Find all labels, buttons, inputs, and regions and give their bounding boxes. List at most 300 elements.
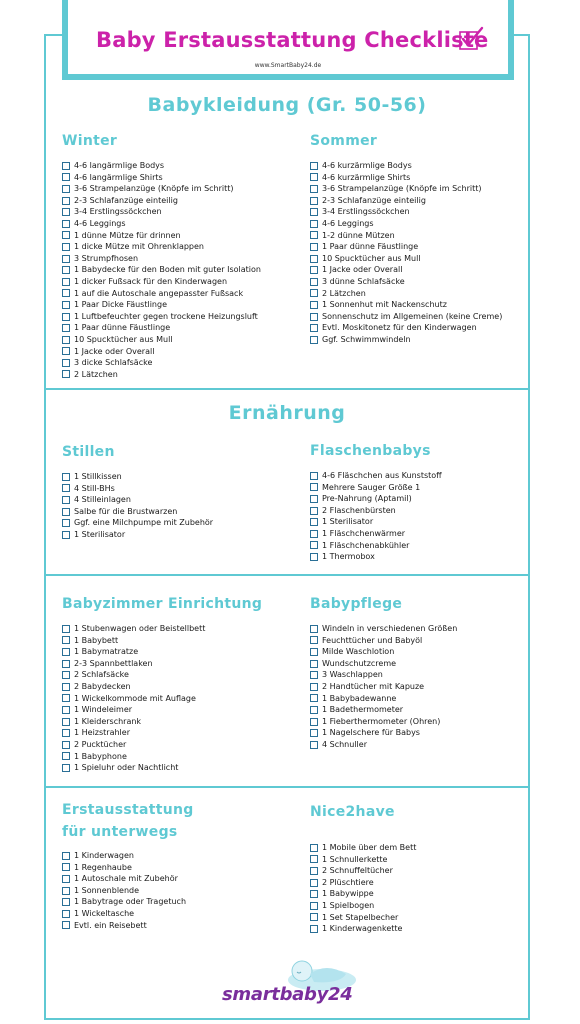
checklist-item bbox=[310, 230, 502, 242]
checkbox[interactable] bbox=[310, 741, 318, 749]
checklist-item bbox=[62, 334, 261, 346]
checkbox[interactable] bbox=[310, 729, 318, 737]
checkbox[interactable] bbox=[310, 867, 318, 875]
column-flaschenbabys bbox=[310, 441, 442, 563]
checkbox[interactable] bbox=[310, 530, 318, 538]
checklist-item-label: 2 Babydecken bbox=[74, 681, 131, 691]
checklist-item bbox=[62, 727, 262, 739]
checkbox[interactable] bbox=[62, 496, 70, 504]
checklist-item-label: 4 Still-BHs bbox=[74, 483, 115, 493]
checklist-item-label: 1 Set Stapelbecher bbox=[322, 912, 399, 922]
checkbox[interactable] bbox=[310, 472, 318, 480]
checkbox[interactable] bbox=[310, 243, 318, 251]
checklist-item bbox=[310, 693, 457, 705]
checklist-item-label: 1 Heizstrahler bbox=[74, 728, 130, 738]
checkbox[interactable] bbox=[310, 648, 318, 656]
checklist-item-label: 1 Spielbogen bbox=[322, 900, 375, 910]
checklist-item bbox=[62, 635, 262, 647]
checklist-item-label: Feuchttücher und Babyöl bbox=[322, 635, 423, 645]
checklist-item-label: 2 Handtücher mit Kapuze bbox=[322, 681, 425, 691]
checkbox[interactable] bbox=[62, 359, 70, 367]
checklist-item bbox=[62, 483, 213, 495]
checklist-item bbox=[310, 842, 416, 854]
checklist-item bbox=[310, 288, 502, 300]
checklist-item-label: 1 Kinderwagenkette bbox=[322, 924, 403, 934]
checklist-item-label: 1 Fläschchenabkühler bbox=[322, 540, 410, 550]
checklist-item bbox=[62, 369, 261, 381]
checkbox[interactable] bbox=[62, 887, 70, 895]
smartbaby24-logo bbox=[222, 958, 364, 1010]
checkbox[interactable] bbox=[62, 921, 70, 929]
checklist-item-label: 2 Lätzchen bbox=[322, 288, 366, 298]
checklist-item bbox=[310, 669, 457, 681]
checklist-item bbox=[62, 693, 262, 705]
column-sommer bbox=[310, 131, 502, 346]
checklist-item-label: 3 dicke Schlafsäcke bbox=[74, 358, 153, 368]
checkbox[interactable] bbox=[310, 255, 318, 263]
checklist-item-label: 3 dünne Schlafsäcke bbox=[322, 276, 405, 286]
checkbox[interactable] bbox=[62, 706, 70, 714]
checklist-item-label: Salbe für die Brustwarzen bbox=[74, 506, 178, 516]
checklist-item bbox=[310, 195, 502, 207]
checkbox[interactable] bbox=[62, 683, 70, 691]
checkbox[interactable] bbox=[62, 185, 70, 193]
checklist-item-label: 2 Flaschenbürsten bbox=[322, 505, 396, 515]
checklist-item-label: 1 Sonnenblende bbox=[74, 885, 140, 895]
checklist-item-label: 3-6 Strampelanzüge (Knöpfe im Schritt) bbox=[74, 184, 234, 194]
checkbox[interactable] bbox=[310, 289, 318, 297]
checkbox[interactable] bbox=[310, 162, 318, 170]
checklist-item bbox=[310, 635, 457, 647]
checklist-item bbox=[310, 900, 416, 912]
heading-nice2have: Nice2have bbox=[310, 804, 395, 820]
checklist-item bbox=[310, 739, 457, 751]
checklist-item-label: 1 Regenhaube bbox=[74, 862, 132, 872]
checkbox[interactable] bbox=[62, 173, 70, 181]
checklist-item bbox=[310, 241, 502, 253]
checkbox[interactable] bbox=[62, 231, 70, 239]
checklist-item bbox=[310, 172, 502, 184]
checkbox[interactable] bbox=[62, 729, 70, 737]
checklist-item bbox=[62, 183, 261, 195]
checklist-item bbox=[62, 241, 261, 253]
checkbox[interactable] bbox=[62, 208, 70, 216]
checklist-item-label: Milde Waschlotion bbox=[322, 647, 395, 657]
checklist-item bbox=[310, 888, 416, 900]
checklist-item-label: 4 Stilleinlagen bbox=[74, 495, 131, 505]
checklist-item bbox=[310, 865, 416, 877]
checklist-item bbox=[62, 195, 261, 207]
checkbox[interactable] bbox=[62, 741, 70, 749]
checklist-item bbox=[310, 160, 502, 172]
checkbox[interactable] bbox=[62, 220, 70, 228]
checklist-item-label: 1 Mobile über dem Bett bbox=[322, 843, 417, 852]
checklist-item bbox=[62, 681, 262, 693]
checkbox[interactable] bbox=[62, 324, 70, 332]
checklist-item bbox=[62, 896, 194, 908]
checklist-item bbox=[62, 253, 261, 265]
checkbox[interactable] bbox=[310, 495, 318, 503]
checkbox[interactable] bbox=[62, 162, 70, 170]
checklist-babypflege bbox=[310, 623, 457, 751]
checkbox[interactable] bbox=[62, 863, 70, 871]
checkbox[interactable] bbox=[62, 266, 70, 274]
checkbox[interactable] bbox=[62, 313, 70, 321]
checklist-item bbox=[62, 862, 194, 874]
checkbox[interactable] bbox=[310, 855, 318, 863]
title-box bbox=[62, 0, 514, 80]
checkbox[interactable] bbox=[310, 541, 318, 549]
checkbox[interactable] bbox=[310, 913, 318, 921]
checkbox[interactable] bbox=[310, 313, 318, 321]
checkbox[interactable] bbox=[62, 289, 70, 297]
checklist-item bbox=[62, 322, 261, 334]
checklist-item-label: Wundschutzcreme bbox=[322, 658, 397, 668]
checklist-item-label: 2 Pucktücher bbox=[74, 739, 127, 749]
checkbox[interactable] bbox=[310, 197, 318, 205]
checklist-item-label: 10 Spucktücher aus Mull bbox=[74, 334, 173, 344]
checkbox[interactable] bbox=[310, 173, 318, 181]
checklist-item-label: Pre-Nahrung (Aptamil) bbox=[322, 494, 412, 504]
section-title-ernaehrung: Ernährung bbox=[228, 402, 346, 424]
checkbox[interactable] bbox=[62, 508, 70, 516]
checklist-item-label: 3-4 Erstlingssöckchen bbox=[322, 207, 410, 217]
checklist-item bbox=[310, 516, 442, 528]
checklist-item bbox=[310, 646, 457, 658]
section-divider bbox=[44, 388, 530, 390]
checklist-item-label: 1 Kleiderschrank bbox=[74, 716, 142, 726]
checkbox[interactable] bbox=[62, 484, 70, 492]
checklist-item bbox=[310, 540, 442, 552]
checklist-item bbox=[62, 908, 194, 920]
checklist-item-label: 4 Schnuller bbox=[322, 739, 367, 749]
checkbox[interactable] bbox=[310, 890, 318, 898]
checklist-item bbox=[310, 704, 457, 716]
checklist-item-label: 4-6 kurzärmlige Shirts bbox=[322, 172, 411, 182]
checkbox[interactable] bbox=[310, 718, 318, 726]
checklist-item-label: 1 Wickeltasche bbox=[74, 908, 135, 918]
checklist-item-label: Evtl. ein Reisebett bbox=[74, 920, 147, 930]
checkbox[interactable] bbox=[62, 898, 70, 906]
checklist-item bbox=[62, 172, 261, 184]
checklist-item bbox=[310, 505, 442, 517]
checklist-item-label: 2 Plüschtiere bbox=[322, 877, 374, 887]
checkbox[interactable] bbox=[62, 531, 70, 539]
checklist-item-label: 1 Luftbefeuchter gegen trockene Heizungsluft bbox=[74, 311, 258, 321]
checklist-item bbox=[310, 183, 502, 195]
checklist-item-label: 1 dicker Fußsack für den Kinderwagen bbox=[74, 276, 228, 286]
checkbox[interactable] bbox=[62, 852, 70, 860]
checklist-item bbox=[62, 920, 194, 932]
column-unterwegs bbox=[62, 800, 194, 931]
checklist-item-label: 1 auf die Autoschale angepasster Fußsack bbox=[74, 288, 244, 298]
checklist-item bbox=[310, 877, 416, 889]
checklist-item-label: 1 Babytrage oder Tragetuch bbox=[74, 897, 187, 907]
checklist-item-label: 4-6 langärmlige Shirts bbox=[74, 172, 163, 182]
checklist-item bbox=[62, 716, 262, 728]
checkbox[interactable] bbox=[310, 683, 318, 691]
section-divider bbox=[44, 574, 530, 576]
checklist-item-label: 1 Paar dünne Fäustlinge bbox=[74, 323, 171, 333]
checklist-item-label: 1 Jacke oder Overall bbox=[322, 265, 403, 275]
checklist-item-label: Evtl. Moskitonetz für den Kinderwagen bbox=[322, 323, 477, 333]
checkbox[interactable] bbox=[62, 336, 70, 344]
checklist-item-label: 1 dicke Mütze mit Ohrenklappen bbox=[74, 242, 204, 252]
column-babyzimmer bbox=[62, 594, 262, 774]
column-stillen bbox=[62, 442, 213, 541]
checklist-item-label: 1 Paar dünne Fäustlinge bbox=[322, 242, 419, 252]
checkbox[interactable] bbox=[310, 507, 318, 515]
checklist-item bbox=[62, 704, 262, 716]
checklist-item-label: 1 Autoschale mit Zubehör bbox=[74, 874, 178, 884]
checklist-item bbox=[62, 762, 262, 774]
checklist-nice2have bbox=[310, 842, 416, 935]
checklist-item bbox=[310, 334, 502, 346]
checkbox[interactable] bbox=[62, 648, 70, 656]
section-title-kleidung: Babykleidung (Gr. 50-56) bbox=[147, 94, 427, 116]
checklist-item bbox=[310, 912, 416, 924]
checklist-item bbox=[62, 357, 261, 369]
checkbox[interactable] bbox=[62, 718, 70, 726]
checkbox[interactable] bbox=[310, 220, 318, 228]
checklist-item bbox=[310, 923, 416, 935]
checklist-item-label: 2-3 Schlafanzüge einteilig bbox=[322, 195, 426, 205]
checkbox[interactable] bbox=[310, 336, 318, 344]
checkbox[interactable] bbox=[310, 266, 318, 274]
heading-stillen: Stillen bbox=[62, 444, 115, 460]
checklist-item-label: 1 Babybett bbox=[74, 635, 119, 645]
checklist-item-label: 4-6 kurzärmlige Bodys bbox=[322, 161, 412, 170]
heading-sommer: Sommer bbox=[310, 133, 378, 149]
checklist-item bbox=[310, 276, 502, 288]
checklist-item-label: Sonnenschutz im Allgemeinen (keine Creme) bbox=[322, 311, 503, 321]
checklist-item bbox=[62, 739, 262, 751]
checklist-item-label: 1-2 dünne Mützen bbox=[322, 230, 395, 240]
checklist-item bbox=[62, 623, 262, 635]
checklist-item bbox=[310, 253, 502, 265]
checklist-item-label: 1 Paar Dicke Fäustlinge bbox=[74, 300, 167, 310]
checkbox[interactable] bbox=[310, 278, 318, 286]
checkbox[interactable] bbox=[310, 844, 318, 852]
checklist-item-label: 2-3 Schlafanzüge einteilig bbox=[74, 195, 178, 205]
heading-babypflege: Babypflege bbox=[310, 596, 403, 612]
column-winter bbox=[62, 131, 261, 380]
checklist-item bbox=[310, 623, 457, 635]
checklist-item bbox=[310, 681, 457, 693]
checklist-item-label: 1 Babybadewanne bbox=[322, 693, 397, 703]
checklist-item-label: 2 Schnuffeltücher bbox=[322, 866, 393, 876]
heading-babyzimmer: Babyzimmer Einrichtung bbox=[62, 596, 263, 612]
checkbox[interactable] bbox=[62, 255, 70, 263]
checklist-item bbox=[62, 264, 261, 276]
checklist-item bbox=[310, 264, 502, 276]
checklist-item bbox=[62, 885, 194, 897]
checklist-item-label: 1 Stubenwagen oder Beistellbett bbox=[74, 624, 206, 633]
checklist-item bbox=[62, 506, 213, 518]
logo-text: smartbaby24 bbox=[222, 984, 353, 1005]
checklist-item-label: 1 Babydecke für den Boden mit guter Isolation bbox=[74, 265, 261, 275]
checklist-item-label: 4-6 Leggings bbox=[322, 218, 374, 228]
checklist-item-label: 1 Fieberthermometer (Ohren) bbox=[322, 716, 441, 726]
checklist-item-label: 1 Stillkissen bbox=[74, 472, 122, 481]
checkbox[interactable] bbox=[62, 473, 70, 481]
checklist-item-label: Ggf. eine Milchpumpe mit Zubehör bbox=[74, 518, 214, 528]
checklist-item bbox=[310, 493, 442, 505]
checklist-item-label: 3-4 Erstlingssöckchen bbox=[74, 207, 162, 217]
checkbox[interactable] bbox=[310, 208, 318, 216]
checklist-item bbox=[310, 551, 442, 563]
checkbox[interactable] bbox=[310, 185, 318, 193]
checklist-item-label: 10 Spucktücher aus Mull bbox=[322, 253, 421, 263]
checkbox[interactable] bbox=[62, 519, 70, 527]
checklist-item-label: 4-6 langärmlige Bodys bbox=[74, 161, 165, 170]
checklist-item-label: 1 Sterilisator bbox=[74, 529, 126, 539]
checkbox[interactable] bbox=[62, 197, 70, 205]
column-babypflege bbox=[310, 594, 457, 751]
checklist-item bbox=[310, 727, 457, 739]
checklist-item bbox=[62, 311, 261, 323]
checklist-item-label: 1 Badethermometer bbox=[322, 705, 404, 715]
checklist-item-label: 1 Thermobox bbox=[322, 552, 375, 562]
checklist-item bbox=[62, 299, 261, 311]
checklist-item-label: 1 Sterilisator bbox=[322, 517, 374, 527]
checkbox[interactable] bbox=[310, 483, 318, 491]
checklist-item bbox=[310, 322, 502, 334]
checkbox[interactable] bbox=[310, 625, 318, 633]
checklist-flaschenbabys bbox=[310, 470, 442, 563]
checkbox[interactable] bbox=[62, 301, 70, 309]
checklist-item bbox=[62, 494, 213, 506]
checklist-item-label: 1 Fläschchenwärmer bbox=[322, 528, 406, 538]
checklist-item bbox=[310, 470, 442, 482]
heading-unterwegs-line1: Erstausstattung bbox=[62, 802, 194, 818]
checklist-item bbox=[310, 854, 416, 866]
checklist-item-label: 1 dünne Mütze für drinnen bbox=[74, 230, 181, 240]
checklist-item bbox=[310, 218, 502, 230]
checklist-item-label: 1 Babyphone bbox=[74, 751, 127, 761]
checkbox[interactable] bbox=[62, 370, 70, 378]
checkbox[interactable] bbox=[310, 706, 318, 714]
checkbox[interactable] bbox=[310, 553, 318, 561]
heading-flaschenbabys: Flaschenbabys bbox=[310, 443, 431, 459]
checklist-item-label: 2 Lätzchen bbox=[74, 369, 118, 379]
checklist-item bbox=[62, 646, 262, 658]
checklist-item bbox=[62, 529, 213, 541]
checklist-item-label: Ggf. Schwimmwindeln bbox=[322, 334, 411, 344]
checkbox[interactable] bbox=[310, 518, 318, 526]
checkbox[interactable] bbox=[62, 278, 70, 286]
checkbox[interactable] bbox=[62, 752, 70, 760]
checklist-item bbox=[310, 482, 442, 494]
checklist-sommer bbox=[310, 160, 502, 346]
checklist-item bbox=[62, 850, 194, 862]
checklist-item bbox=[62, 160, 261, 172]
checklist-item-label: 2 Schlafsäcke bbox=[74, 670, 129, 680]
checklist-item-label: Windeln in verschiedenen Größen bbox=[322, 624, 458, 633]
checklist-item bbox=[62, 751, 262, 763]
checkbox[interactable] bbox=[62, 764, 70, 772]
checkbox[interactable] bbox=[310, 879, 318, 887]
checklist-item bbox=[62, 471, 213, 483]
checkbox[interactable] bbox=[62, 660, 70, 668]
checklist-item bbox=[62, 669, 262, 681]
checkbox[interactable] bbox=[310, 902, 318, 910]
checklist-item-label: 3 Waschlappen bbox=[322, 670, 383, 680]
checklist-item-label: 1 Wickelkommode mit Auflage bbox=[74, 693, 196, 703]
checkbox[interactable] bbox=[310, 694, 318, 702]
checklist-item bbox=[62, 206, 261, 218]
checkbox[interactable] bbox=[62, 625, 70, 633]
checkbox[interactable] bbox=[310, 301, 318, 309]
checklist-winter bbox=[62, 160, 261, 380]
checkbox[interactable] bbox=[62, 694, 70, 702]
checklist-item bbox=[310, 206, 502, 218]
checklist-item-label: 4-6 Fläschchen aus Kunststoff bbox=[322, 471, 442, 480]
checklist-stillen bbox=[62, 471, 213, 541]
checkbox[interactable] bbox=[310, 660, 318, 668]
checklist-item-label: 1 Babymatratze bbox=[74, 647, 139, 657]
checkbox[interactable] bbox=[310, 231, 318, 239]
checklist-item bbox=[310, 311, 502, 323]
checklist-item bbox=[62, 218, 261, 230]
checkbox[interactable] bbox=[310, 636, 318, 644]
checkbox-check-icon bbox=[458, 26, 484, 52]
checklist-item bbox=[62, 346, 261, 358]
checkbox[interactable] bbox=[310, 324, 318, 332]
checklist-item-label: 3-6 Strampelanzüge (Knöpfe im Schritt) bbox=[322, 184, 482, 194]
checklist-unterwegs bbox=[62, 850, 194, 931]
checkbox[interactable] bbox=[62, 671, 70, 679]
checklist-item-label: 1 Schnullerkette bbox=[322, 854, 388, 864]
checklist-item bbox=[62, 517, 213, 529]
checklist-item-label: 1 Jacke oder Overall bbox=[74, 346, 155, 356]
checklist-babyzimmer bbox=[62, 623, 262, 774]
checkbox[interactable] bbox=[62, 347, 70, 355]
website-url: www.SmartBaby24.de bbox=[254, 62, 322, 69]
checklist-item bbox=[62, 873, 194, 885]
checklist-item bbox=[62, 288, 261, 300]
checkbox[interactable] bbox=[62, 243, 70, 251]
checklist-item bbox=[62, 230, 261, 242]
checkbox[interactable] bbox=[310, 925, 318, 933]
checklist-item-label: 1 Babywippe bbox=[322, 889, 374, 899]
checklist-item-label: 1 Sonnenhut mit Nackenschutz bbox=[322, 300, 447, 310]
checklist-item-label: Mehrere Sauger Größe 1 bbox=[322, 482, 421, 492]
checklist-item bbox=[310, 716, 457, 728]
heading-winter: Winter bbox=[62, 133, 118, 149]
checkbox[interactable] bbox=[310, 671, 318, 679]
checklist-item bbox=[62, 658, 262, 670]
checklist-item-label: 1 Kinderwagen bbox=[74, 851, 134, 860]
checklist-item-label: 2-3 Spannbettlaken bbox=[74, 658, 153, 668]
checkbox[interactable] bbox=[62, 910, 70, 918]
checklist-item-label: 1 Windeleimer bbox=[74, 705, 133, 715]
checklist-item-label: 3 Strumpfhosen bbox=[74, 253, 139, 263]
checklist-item-label: 4-6 Leggings bbox=[74, 218, 126, 228]
checklist-item bbox=[310, 658, 457, 670]
checkbox[interactable] bbox=[62, 875, 70, 883]
section-divider bbox=[44, 786, 530, 788]
checklist-item-label: 1 Spieluhr oder Nachtlicht bbox=[74, 763, 179, 773]
page-title: Baby Erstausstattung Checkliste bbox=[96, 28, 489, 52]
heading-unterwegs-line2: für unterwegs bbox=[62, 824, 178, 840]
column-nice2have bbox=[310, 802, 416, 935]
checklist-item bbox=[310, 528, 442, 540]
checklist-item bbox=[310, 299, 502, 311]
checklist-item bbox=[62, 276, 261, 288]
checklist-item-label: 1 Nagelschere für Babys bbox=[322, 728, 420, 738]
checkbox[interactable] bbox=[62, 636, 70, 644]
